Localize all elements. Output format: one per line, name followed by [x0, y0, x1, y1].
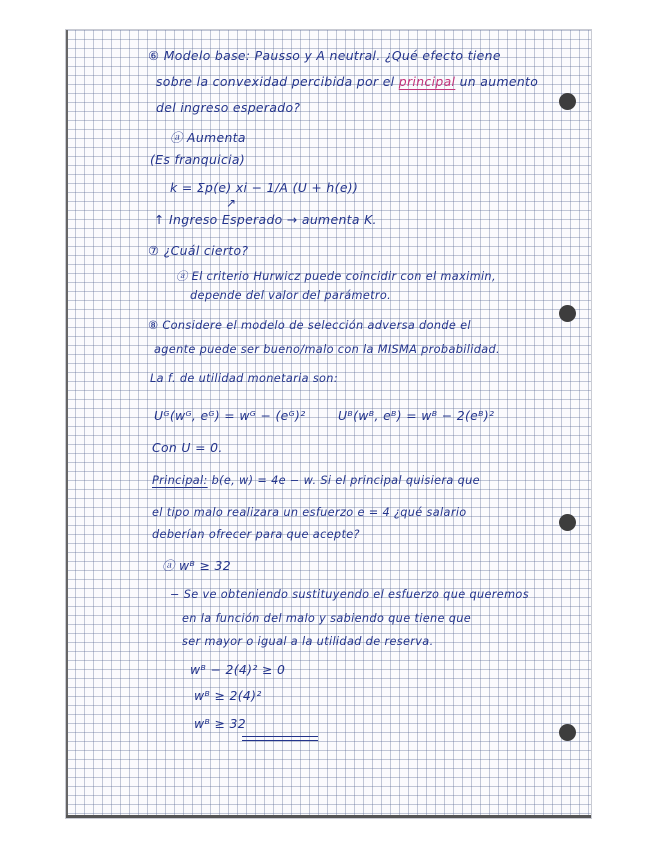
- q8-expl-3: ser mayor o igual a la utilidad de reserva.: [182, 635, 434, 648]
- notebook-page: [66, 30, 591, 818]
- punch-hole: [559, 514, 576, 531]
- answer-underline: [242, 736, 318, 737]
- q8-expl-2: en la función del malo y sabiendo que tiene que: [182, 612, 472, 625]
- q6-conclusion: ↑ Ingreso Esperado → aumenta K.: [154, 212, 377, 227]
- page-bottom-edge: [66, 815, 591, 818]
- principal-line: [152, 474, 480, 487]
- q8-line-2: agente puede ser bueno/malo con la MISMA probabilidad.: [154, 343, 500, 356]
- q8-line-1: ⑧ Considere el modelo de selección adversa donde el: [148, 319, 471, 332]
- answer-underline: [242, 740, 318, 741]
- q8-step-2: wᴮ ≥ 2(4)²: [194, 688, 262, 703]
- q6-line-1: ⑥ Modelo base: Pausso y A neutral. ¿Qué efecto tiene: [148, 48, 501, 63]
- q6-highlight: principal: [398, 74, 456, 89]
- q6-answer: ⓐ Aumenta: [170, 130, 246, 145]
- q8-expl-1: − Se ve obteniendo sustituyendo el esfuerzo que queremos: [170, 588, 529, 601]
- page-left-edge: [66, 30, 68, 818]
- q8-line-3: La f. de utilidad monetaria son:: [150, 372, 338, 385]
- q6-line-2b: un aumento: [455, 74, 539, 89]
- q8-step-1: wᴮ − 2(4)² ≥ 0: [190, 662, 286, 677]
- reservation-utility: Con U = 0.: [152, 440, 223, 455]
- punch-hole: [559, 93, 576, 110]
- punch-hole: [559, 724, 576, 741]
- q8-answer: ⓐ wᴮ ≥ 32: [162, 558, 231, 573]
- q8-line-a: el tipo malo realizara un esfuerzo e = 4 ¿qué salario: [152, 506, 467, 519]
- principal-function: b(e, w) = 4e − w. Si el principal quisiera que: [207, 474, 480, 487]
- punch-hole: [559, 305, 576, 322]
- q6-line-2a: sobre la convexidad percibida por el: [156, 74, 399, 89]
- q6-formula: k = Σp(e) xi − 1/A (U + h(e)): [170, 180, 359, 195]
- principal-label: Principal:: [152, 474, 208, 487]
- q7-line-2: depende del valor del parámetro.: [190, 289, 392, 302]
- q6-justification: (Es franquicia): [150, 152, 246, 167]
- q6-line-3: del ingreso esperado?: [156, 100, 301, 115]
- utility-bad: Uᴮ(wᴮ, eᴮ) = wᴮ − 2(eᴮ)²: [338, 408, 495, 423]
- arrow-icon: ↗: [226, 196, 237, 210]
- q7-line-1: ⓐ El criterio Hurwicz puede coincidir con el maximin,: [176, 270, 496, 283]
- q7-question: ⑦ ¿Cuál cierto?: [148, 243, 249, 258]
- q8-line-b: deberían ofrecer para que acepte?: [152, 528, 360, 541]
- q6-line-2: [156, 74, 538, 89]
- q8-step-3: wᴮ ≥ 32: [194, 716, 246, 731]
- utility-good: Uᴳ(wᴳ, eᴳ) = wᴳ − (eᴳ)²: [154, 408, 306, 423]
